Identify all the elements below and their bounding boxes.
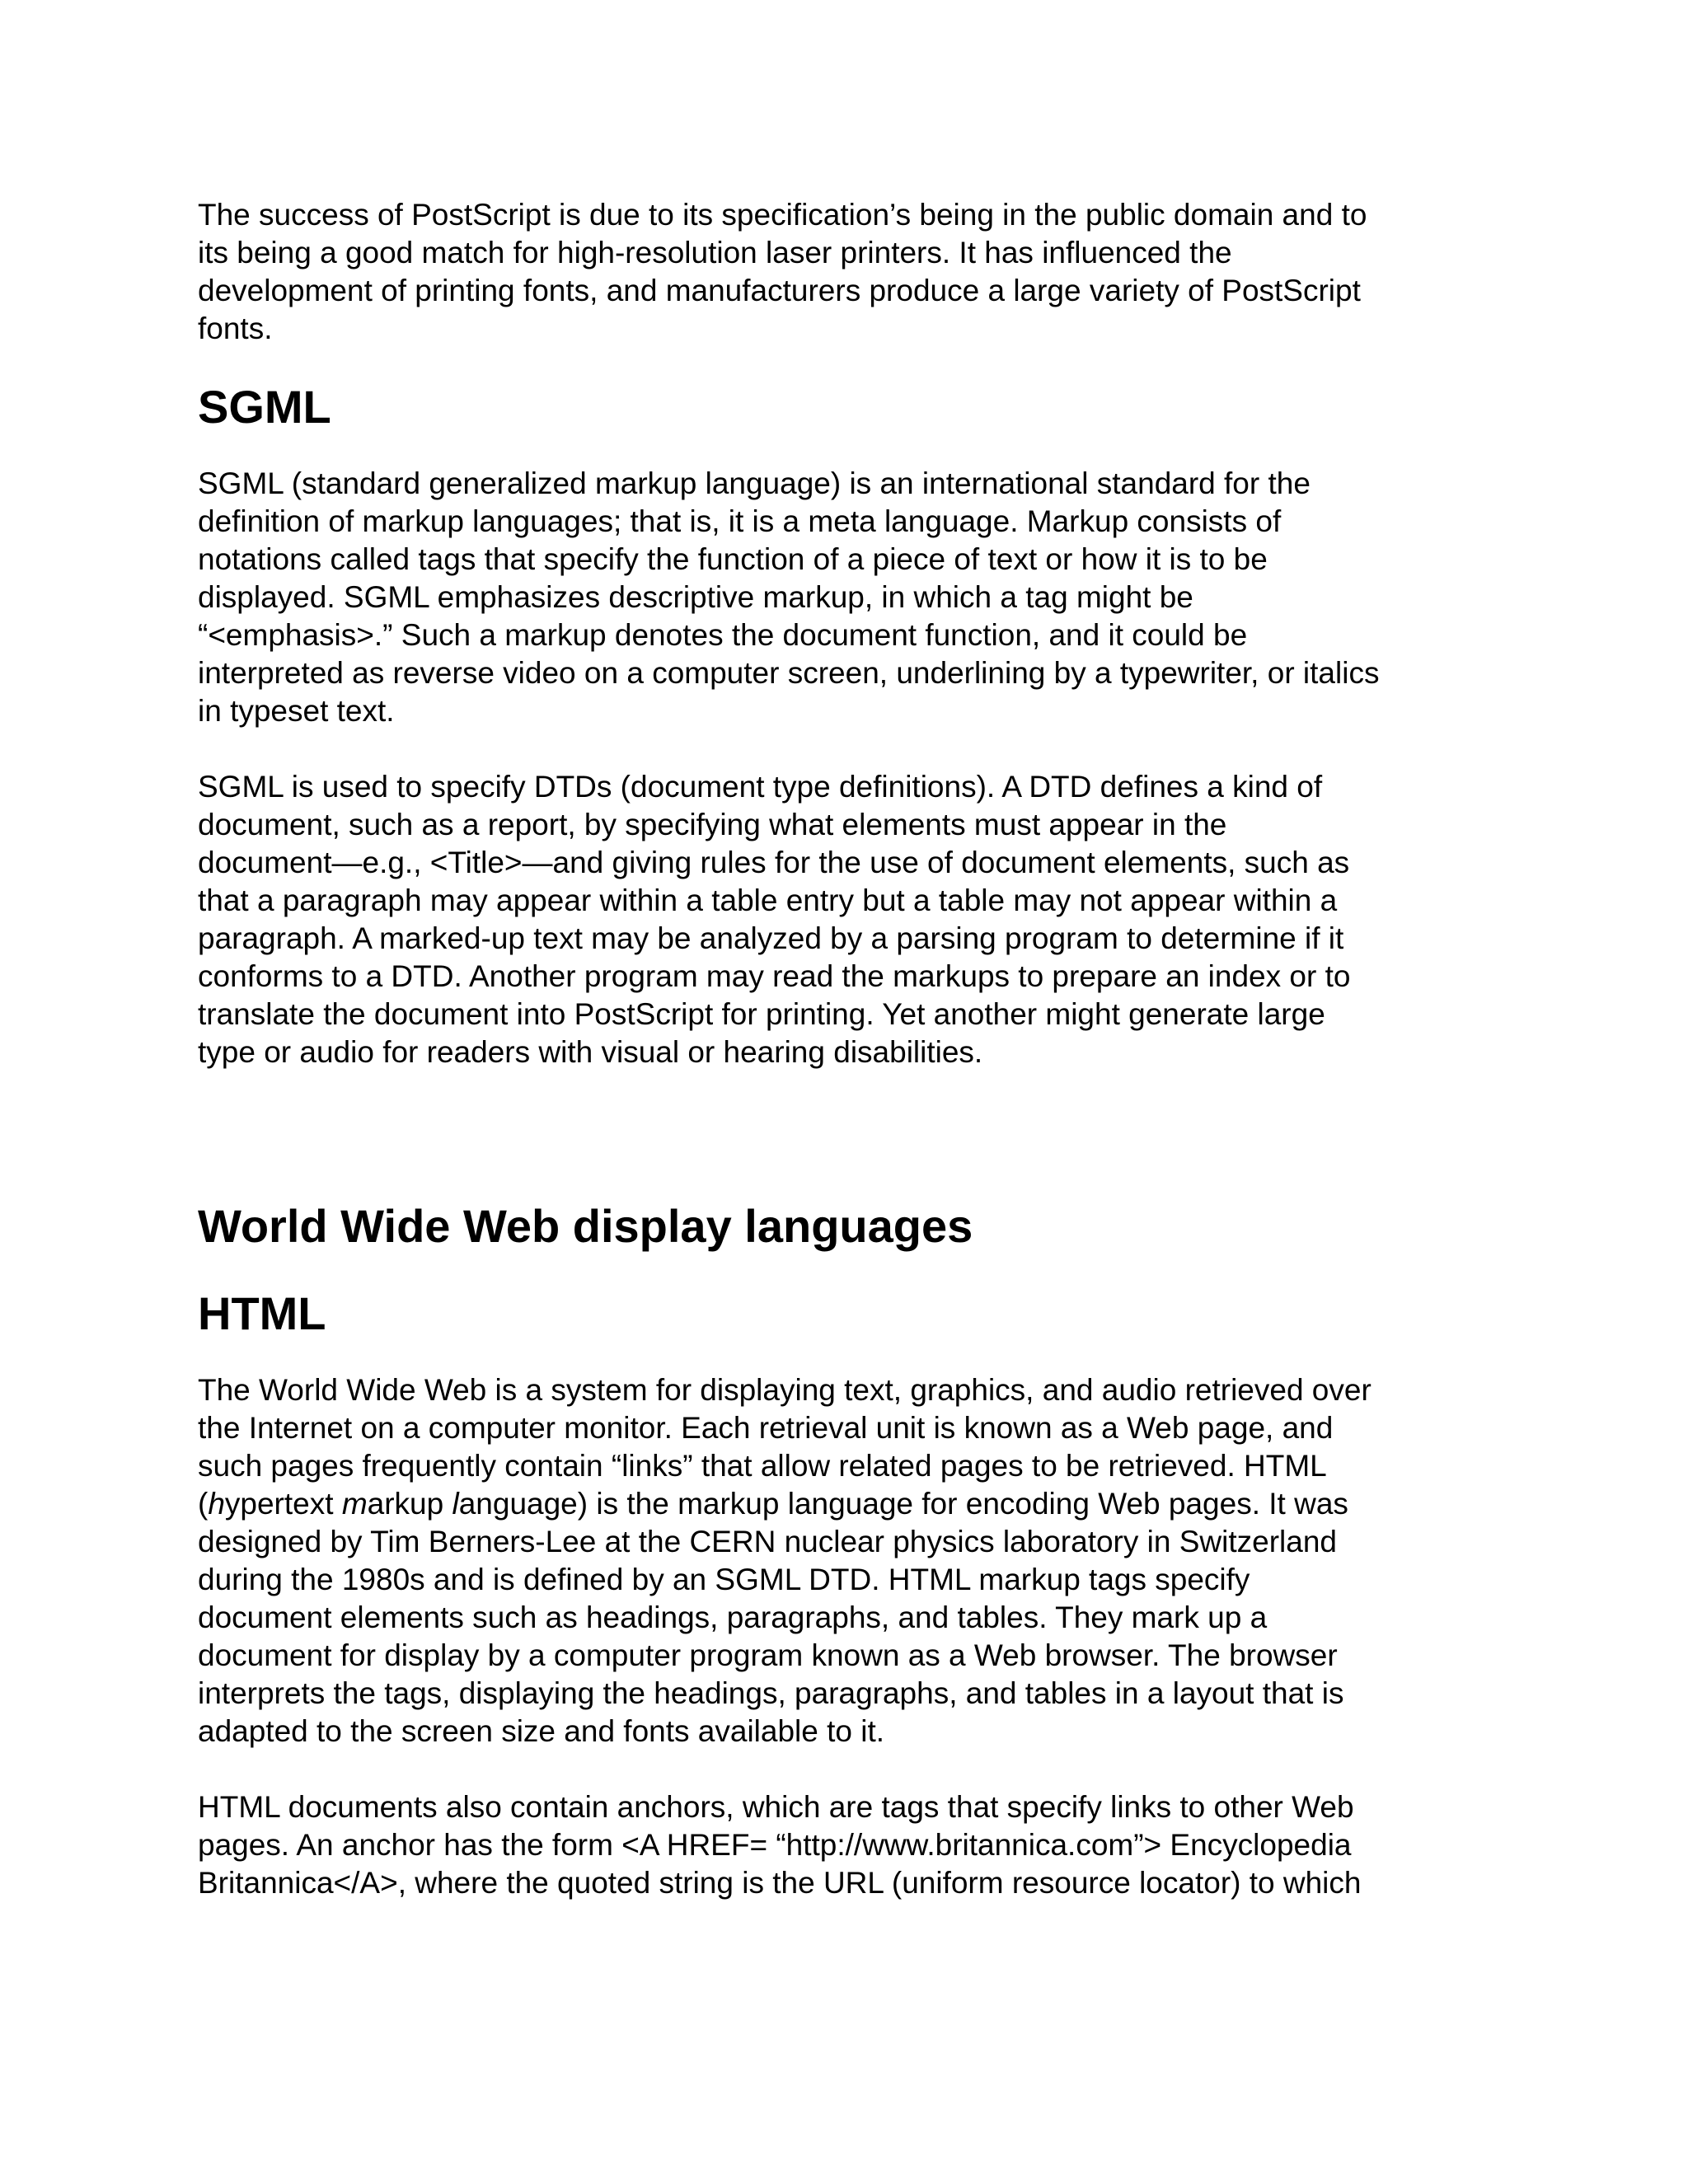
- document-page: [198, 196, 1500, 1902]
- paragraph-html-anchors: HTML documents also contain anchors, which are tags that specify links to other Web pages. An anchor has the form <A HREF= “http://www.britannica.com”> Encyclopedia Britannica</A>, where the quoted string is the URL (uniform resource locator) to which: [198, 1790, 1362, 1900]
- italic-letter-h: h: [208, 1487, 225, 1521]
- heading-world-wide-web-display-languages: World Wide Web display languages: [198, 1200, 973, 1252]
- heading-sgml: SGML: [198, 381, 331, 433]
- paragraph-text-segment: anguage) is the markup language for encoding Web pages. It was designed by Tim Berners-Lee at the CERN nuclear physics laboratory in Switzerland during the 1980s and is defined by an SGML DTD. HTML markup tags specify document elements such as headings, paragraphs, and tables. They mark up a document for display by a computer program known as a Web browser. The browser interprets the tags, displaying the headings, paragraphs, and tables in a layout that is adapted to the screen size and fonts available to it.: [198, 1487, 1348, 1748]
- paragraph-html-world-wide-web: [198, 1371, 1500, 1750]
- paragraph-sgml-definition: SGML (standard generalized markup language) is an international standard for the definition of markup languages; that is, it is a meta language. Markup consists of notations called tags that specify the function of a piece of text or how it is to be displayed. SGML emphasizes descriptive markup, in which a tag might be “<emphasis>.” Such a markup denotes the document function, and it could be interpreted as reverse video on a computer screen, underlining by a typewriter, or italics in typeset text.: [198, 466, 1380, 728]
- paragraph-postscript-success: The success of PostScript is due to its specification’s being in the public domain and to its being a good match for high-resolution laser printers. It has influenced the development of printing fonts, and manufacturers produce a large variety of PostScript fonts.: [198, 198, 1367, 345]
- heading-html: HTML: [198, 1287, 326, 1339]
- paragraph-text-segment: ypertext: [224, 1487, 342, 1521]
- italic-letter-l: l: [452, 1487, 459, 1521]
- italic-letter-m: m: [341, 1487, 368, 1521]
- paragraph-text-segment: The World Wide Web is a system for displaying text, graphics, and audio retrieved over the Internet on a computer monitor. Each retrieval unit is known as a Web page, and such pages frequently contain “links” that allow related pages to be retrieved. HTML (: [198, 1373, 1372, 1521]
- paragraph-sgml-dtds: SGML is used to specify DTDs (document type definitions). A DTD defines a kind of document, such as a report, by specifying what elements must appear in the document—e.g., <Title>—and giving rules for the use of document elements, such as that a paragraph may appear within a table entry but a table may not appear within a paragraph. A marked-up text may be analyzed by a parsing program to determine if it conforms to a DTD. Another program may read the markups to prepare an index or to translate the document into PostScript for printing. Yet another might generate large type or audio for readers with visual or hearing disabilities.: [198, 770, 1351, 1069]
- paragraph-text-segment: arkup: [367, 1487, 452, 1521]
